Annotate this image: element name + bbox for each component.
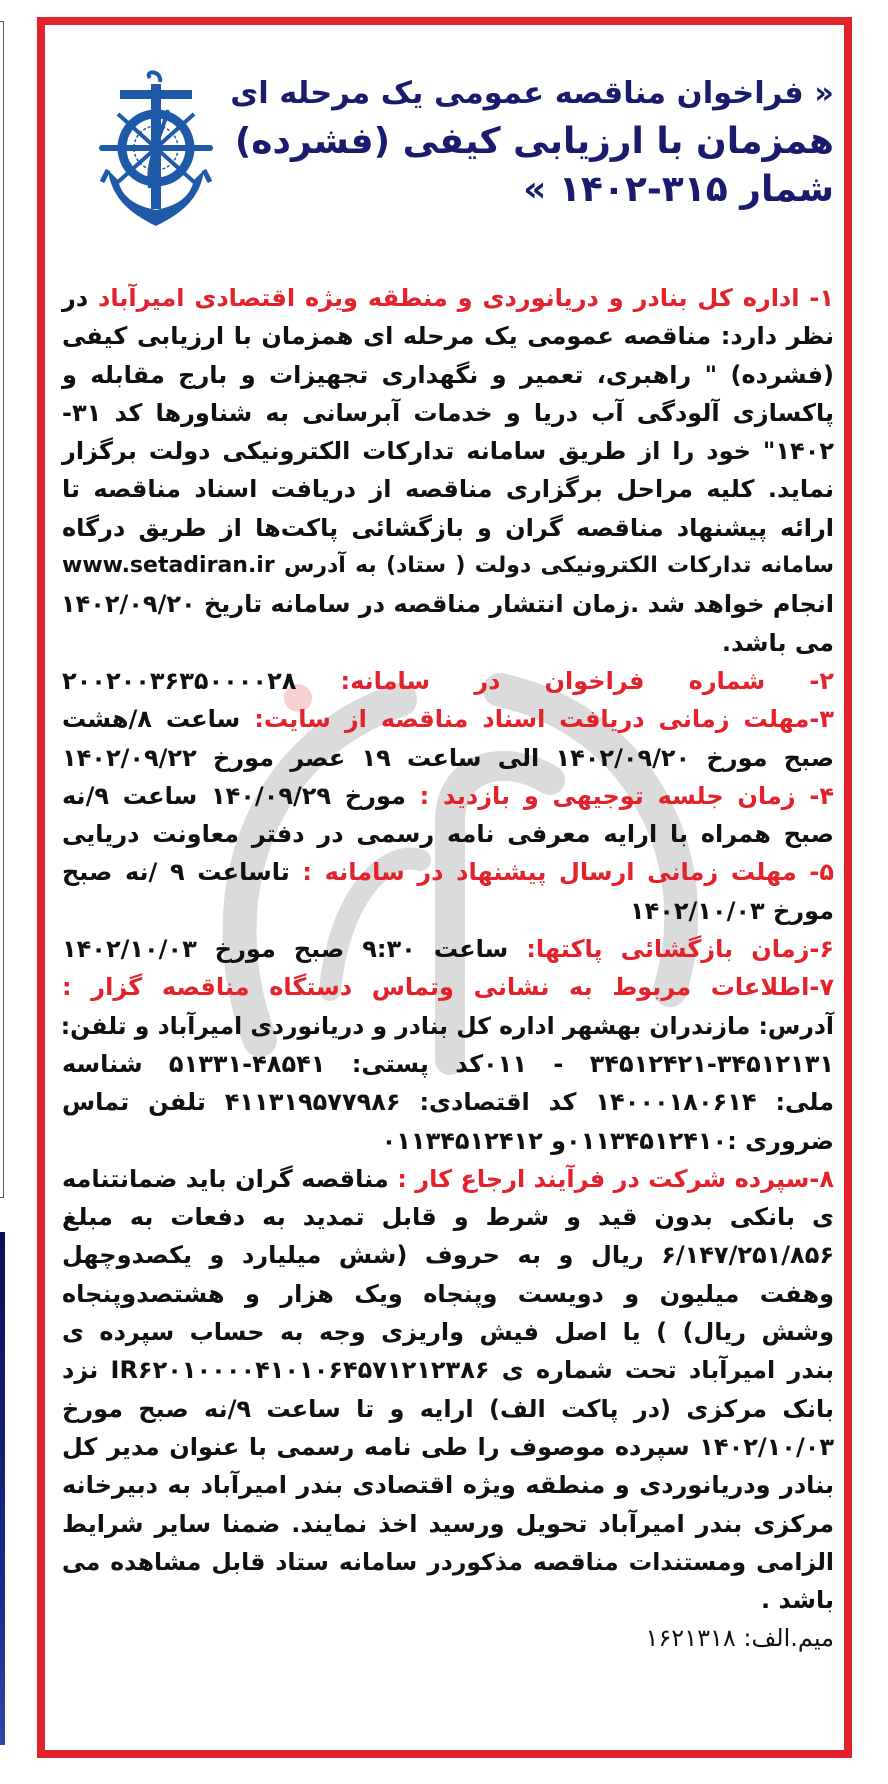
body-line <box>62 1275 834 1313</box>
body-text: نماید. کلیه مراحل برگزاری مناقصه از دریافت اسناد مناقصه تا <box>62 475 834 504</box>
body-text: بنادر ودریانوردی و منطقه ویژه اقتصادی بندر امیرآباد به دبیرخانه <box>62 1471 834 1500</box>
body-line <box>62 356 834 394</box>
body-line <box>62 1160 834 1198</box>
body-text: ۲۰۰۲۰۰۳۶۳۵۰۰۰۰۲۸ <box>62 666 341 695</box>
title-line: شمار ۳۱۵-۱۴۰۲ » <box>523 169 834 210</box>
section-heading: ۸-سپرده شرکت در فرآیند ارجاع کار : <box>397 1164 835 1193</box>
body-text: مرکزی بندر امیرآباد تحویل ورسید اخذ نمایند. ضمنا سایر شرایط <box>62 1509 834 1538</box>
body-text: ی بانکی بدون قید و شرط و قابل تمدید به دفعات به مبلغ <box>62 1203 834 1232</box>
body-line <box>62 815 834 853</box>
body-line <box>62 317 834 355</box>
body-text: وهفت میلیون و دویست وپنجاه ویک هزار و هشتصدوپنجاه <box>62 1279 834 1308</box>
body-line <box>62 1198 834 1236</box>
body-line <box>62 1236 834 1274</box>
body-line <box>62 1581 834 1619</box>
body-line <box>62 1313 834 1351</box>
body-text: (فشرده) " راهبری، تعمیر و نگهداری تجهیزات و بارج مقابله و <box>62 360 834 389</box>
body-line <box>62 509 834 547</box>
body-text: وشش ریال) ) یا اصل فیش واریزی وجه به حساب سپرده ی <box>62 1318 834 1347</box>
body-text: مناقصه گران باید ضمانتنامه <box>62 1164 398 1193</box>
body-line <box>62 930 834 968</box>
body-line <box>62 1351 834 1389</box>
body-text: در <box>62 284 99 312</box>
adjacent-column-bar <box>0 1232 5 1745</box>
body-text: نظر دارد: مناقصه عمومی یک مرحله ای همزمان با ارزیابی کیفی <box>62 322 834 351</box>
body-line <box>62 1543 834 1581</box>
body-text: بانک مرکزی (در پاکت الف) ارایه و تا ساعت ۹/نه صبح مورخ <box>62 1394 834 1423</box>
body-line <box>62 1619 834 1657</box>
body-text: سامانه تدارکات الکترونیکی دولت ( ستاد) به آدرس www.setadiran.ir <box>62 553 834 579</box>
body-line <box>62 279 834 317</box>
body-text: ساعت ۹:۳۰ صبح مورخ ۱۴۰۲/۱۰/۰۳ <box>62 935 527 964</box>
body-line <box>62 739 834 777</box>
body-line <box>62 1390 834 1428</box>
body-text: ملی: ۱۴۰۰۰۱۸۰۶۱۴ کد اقتصادی: ۴۱۱۳۱۹۵۷۷۹۸۶ تلفن تماس <box>62 1088 834 1117</box>
body-text: آدرس: مازندران بهشهر اداره کل بنادر و دریانوردی امیرآباد و تلفن: <box>60 1011 834 1040</box>
section-heading: ۷-اطلاعات مربوط به نشانی وتماس دستگاه مناقصه گزار : <box>62 973 834 1002</box>
body-text: ۱۴۰۲/۱۰/۰۳ سپرده موصوف را طی نامه رسمی با عنوان مدیر کل <box>62 1432 834 1461</box>
adjacent-column-frame <box>0 21 4 1198</box>
title-line: همزمان با ارزیابی کیفی (فشرده) <box>234 121 834 162</box>
body-text: می باشد. <box>721 628 834 657</box>
body-line <box>62 432 834 470</box>
body-text: الزامی ومستندات مناقصه مذکوردر سامانه ستاد قابل مشاهده می <box>62 1547 834 1576</box>
body-line <box>62 1083 834 1121</box>
body-text: ۶/۱۴۷/۲۵۱/۸۵۶ ریال و به حروف (شش میلیارد و یکصدوچهل <box>62 1241 834 1270</box>
body-line <box>62 968 834 1006</box>
body-line <box>62 1045 834 1083</box>
body-text: ساعت ۸/هشت <box>62 705 255 734</box>
body-line <box>62 892 834 930</box>
body-line <box>62 1122 834 1160</box>
section-heading: ۵- مهلت زمانی ارسال پیشنهاد در سامانه : <box>302 858 835 887</box>
body-text: انجام خواهد شد .زمان انتشار مناقصه در سامانه تاریخ ۱۴۰۲/۰۹/۲۰ <box>60 590 834 619</box>
section-heading: ۶-زمان بازگشائی پاکتها: <box>526 935 835 964</box>
body-text: مورخ ۱۴۰۲/۱۰/۰۳ <box>629 896 834 925</box>
body-line <box>62 777 834 815</box>
body-text: پاکسازی آلودگی آب دریا و خدمات آبرسانی به شناورها کد ۳۱- <box>62 398 834 427</box>
body-line <box>62 853 834 891</box>
notice-body <box>62 279 834 1658</box>
section-heading: ۲- شماره فراخوان در سامانه: <box>340 666 834 695</box>
body-line <box>62 662 834 700</box>
body-line <box>62 1428 834 1466</box>
body-text: مورخ ۱۴۰/۰۹/۲۹ ساعت ۹/نه <box>62 781 420 810</box>
title-line: « فراخوان مناقصه عمومی یک مرحله ای <box>230 76 834 111</box>
body-text: ۱۴۰۲" خود را از طریق سامانه تدارکات الکترونیکی دولت برگزار <box>62 437 834 466</box>
body-line <box>62 547 834 585</box>
body-line <box>62 700 834 738</box>
body-text: باشد . <box>761 1586 834 1615</box>
notice-title <box>228 70 834 214</box>
ports-maritime-anchor-logo-icon <box>98 70 218 226</box>
body-text: ارائه پیشنهاد مناقصه گران و بازگشائی پاکت‌ها از طریق درگاه <box>62 513 834 542</box>
body-line <box>62 624 834 662</box>
body-line <box>62 1505 834 1543</box>
body-text: میم.الف: ۱۶۲۱۳۱۸ <box>645 1624 834 1653</box>
body-line <box>62 394 834 432</box>
body-text: ضروری :۰۱۱۳۴۵۱۲۴۱۰و ۰۱۱۳۴۵۱۲۴۱۲ <box>381 1126 834 1155</box>
section-heading: ۴- زمان جلسه توجیهی و بازدید : <box>419 781 834 810</box>
body-line <box>62 1466 834 1504</box>
body-text: صبح همراه با ارایه معرفی نامه رسمی در دفتر معاونت دریایی <box>62 820 834 849</box>
body-line <box>62 470 834 508</box>
body-text: ۳۴۵۱۲۴۲۱-۳۴۵۱۲۱۳۱ - ۰۱۱کد پستی: ۴۸۵۴۱-۵۱۳۳۱ شناسه <box>62 1049 834 1078</box>
body-text: تاساعت ۹ /نه صبح <box>62 858 303 887</box>
section-heading: ۳-مهلت زمانی دریافت اسناد مناقصه از سایت: <box>254 705 835 734</box>
body-line <box>62 585 834 623</box>
section-heading: ۱- اداره کل بنادر و دریانوردی و منطقه ویژه اقتصادی امیرآباد <box>98 284 834 312</box>
body-line <box>62 1007 834 1045</box>
body-text: صبح مورخ ۱۴۰۲/۰۹/۲۰ الی ساعت ۱۹ عصر مورخ ۱۴۰۲/۰۹/۲۲ <box>62 743 835 772</box>
body-text: بندر امیرآباد تحت شماره ی IR۶۲۰۱۰۰۰۰۴۱۰۱۰۶۴۵۷۱۲۱۲۳۸۶ نزد <box>62 1356 834 1385</box>
